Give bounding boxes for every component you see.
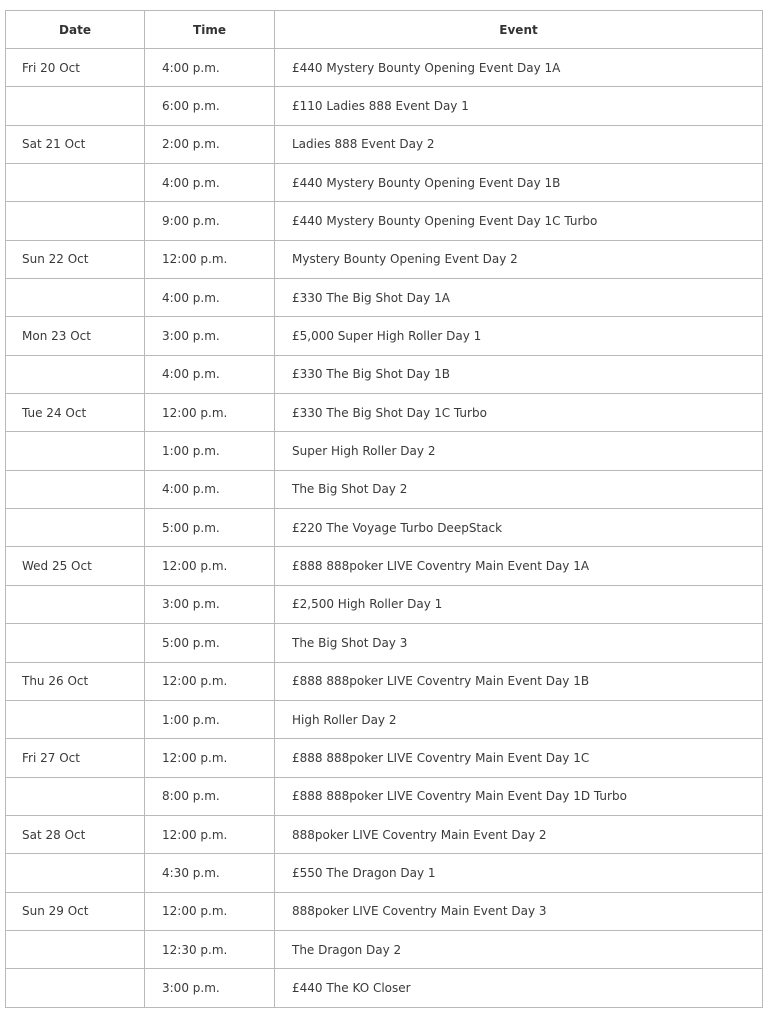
table-row xyxy=(6,854,763,892)
event-cell: £888 888poker LIVE Coventry Main Event Day 1C xyxy=(275,739,763,777)
table-row xyxy=(6,355,763,393)
table-row xyxy=(6,930,763,968)
date-cell: Sun 29 Oct xyxy=(6,892,145,930)
time-cell: 1:00 p.m. xyxy=(145,700,275,738)
date-cell xyxy=(6,854,145,892)
date-cell xyxy=(6,87,145,125)
time-cell: 12:00 p.m. xyxy=(145,547,275,585)
date-cell: Fri 20 Oct xyxy=(6,49,145,87)
table-header xyxy=(6,11,763,49)
date-cell xyxy=(6,202,145,240)
header-row xyxy=(6,11,763,49)
table-row xyxy=(6,585,763,623)
event-cell: Mystery Bounty Opening Event Day 2 xyxy=(275,240,763,278)
table-row xyxy=(6,125,763,163)
table-row xyxy=(6,279,763,317)
date-cell: Sat 21 Oct xyxy=(6,125,145,163)
event-cell: £440 Mystery Bounty Opening Event Day 1C Turbo xyxy=(275,202,763,240)
event-cell: £440 The KO Closer xyxy=(275,969,763,1007)
event-cell: The Big Shot Day 3 xyxy=(275,624,763,662)
time-cell: 5:00 p.m. xyxy=(145,624,275,662)
time-cell: 12:00 p.m. xyxy=(145,739,275,777)
date-cell xyxy=(6,930,145,968)
event-cell: £440 Mystery Bounty Opening Event Day 1B xyxy=(275,164,763,202)
table-row xyxy=(6,662,763,700)
table-row xyxy=(6,509,763,547)
time-cell: 12:00 p.m. xyxy=(145,240,275,278)
table-row xyxy=(6,317,763,355)
time-cell: 12:00 p.m. xyxy=(145,662,275,700)
date-cell xyxy=(6,509,145,547)
table-body xyxy=(6,49,763,1008)
time-cell: 4:00 p.m. xyxy=(145,355,275,393)
time-cell: 12:00 p.m. xyxy=(145,892,275,930)
date-cell xyxy=(6,279,145,317)
date-cell: Wed 25 Oct xyxy=(6,547,145,585)
date-cell xyxy=(6,355,145,393)
time-cell: 1:00 p.m. xyxy=(145,432,275,470)
event-cell: The Big Shot Day 2 xyxy=(275,470,763,508)
event-cell: £5,000 Super High Roller Day 1 xyxy=(275,317,763,355)
event-cell: 888poker LIVE Coventry Main Event Day 3 xyxy=(275,892,763,930)
table-row xyxy=(6,777,763,815)
date-cell xyxy=(6,700,145,738)
event-cell: £888 888poker LIVE Coventry Main Event Day 1A xyxy=(275,547,763,585)
time-cell: 12:00 p.m. xyxy=(145,815,275,853)
table-row xyxy=(6,49,763,87)
table-row xyxy=(6,547,763,585)
date-cell xyxy=(6,432,145,470)
event-cell: £888 888poker LIVE Coventry Main Event Day 1B xyxy=(275,662,763,700)
date-cell xyxy=(6,470,145,508)
event-cell: £330 The Big Shot Day 1B xyxy=(275,355,763,393)
date-cell xyxy=(6,777,145,815)
time-cell: 4:00 p.m. xyxy=(145,164,275,202)
event-cell: £2,500 High Roller Day 1 xyxy=(275,585,763,623)
time-cell: 4:00 p.m. xyxy=(145,49,275,87)
time-cell: 12:30 p.m. xyxy=(145,930,275,968)
time-cell: 5:00 p.m. xyxy=(145,509,275,547)
time-cell: 4:00 p.m. xyxy=(145,470,275,508)
time-cell: 3:00 p.m. xyxy=(145,585,275,623)
table-row xyxy=(6,624,763,662)
time-cell: 3:00 p.m. xyxy=(145,969,275,1007)
event-cell: High Roller Day 2 xyxy=(275,700,763,738)
date-cell: Sun 22 Oct xyxy=(6,240,145,278)
header-time: Time xyxy=(145,11,275,49)
event-cell: £220 The Voyage Turbo DeepStack xyxy=(275,509,763,547)
table-row xyxy=(6,164,763,202)
date-cell xyxy=(6,585,145,623)
table-row xyxy=(6,815,763,853)
table-row xyxy=(6,969,763,1007)
event-cell: £330 The Big Shot Day 1A xyxy=(275,279,763,317)
date-cell xyxy=(6,624,145,662)
date-cell: Mon 23 Oct xyxy=(6,317,145,355)
event-cell: £550 The Dragon Day 1 xyxy=(275,854,763,892)
table-row xyxy=(6,432,763,470)
time-cell: 4:00 p.m. xyxy=(145,279,275,317)
event-cell: £330 The Big Shot Day 1C Turbo xyxy=(275,394,763,432)
table-row xyxy=(6,202,763,240)
date-cell: Tue 24 Oct xyxy=(6,394,145,432)
event-cell: £888 888poker LIVE Coventry Main Event Day 1D Turbo xyxy=(275,777,763,815)
time-cell: 6:00 p.m. xyxy=(145,87,275,125)
date-cell: Fri 27 Oct xyxy=(6,739,145,777)
time-cell: 12:00 p.m. xyxy=(145,394,275,432)
table-row xyxy=(6,470,763,508)
event-cell: £110 Ladies 888 Event Day 1 xyxy=(275,87,763,125)
schedule-table xyxy=(5,10,763,1008)
time-cell: 9:00 p.m. xyxy=(145,202,275,240)
table-row xyxy=(6,394,763,432)
time-cell: 8:00 p.m. xyxy=(145,777,275,815)
event-cell: The Dragon Day 2 xyxy=(275,930,763,968)
time-cell: 4:30 p.m. xyxy=(145,854,275,892)
date-cell: Sat 28 Oct xyxy=(6,815,145,853)
header-event: Event xyxy=(275,11,763,49)
time-cell: 3:00 p.m. xyxy=(145,317,275,355)
table-row xyxy=(6,892,763,930)
table-row xyxy=(6,240,763,278)
date-cell xyxy=(6,164,145,202)
event-cell: 888poker LIVE Coventry Main Event Day 2 xyxy=(275,815,763,853)
table-row xyxy=(6,87,763,125)
event-cell: £440 Mystery Bounty Opening Event Day 1A xyxy=(275,49,763,87)
date-cell xyxy=(6,969,145,1007)
date-cell: Thu 26 Oct xyxy=(6,662,145,700)
event-cell: Super High Roller Day 2 xyxy=(275,432,763,470)
table-row xyxy=(6,700,763,738)
time-cell: 2:00 p.m. xyxy=(145,125,275,163)
table-row xyxy=(6,739,763,777)
header-date: Date xyxy=(6,11,145,49)
event-cell: Ladies 888 Event Day 2 xyxy=(275,125,763,163)
